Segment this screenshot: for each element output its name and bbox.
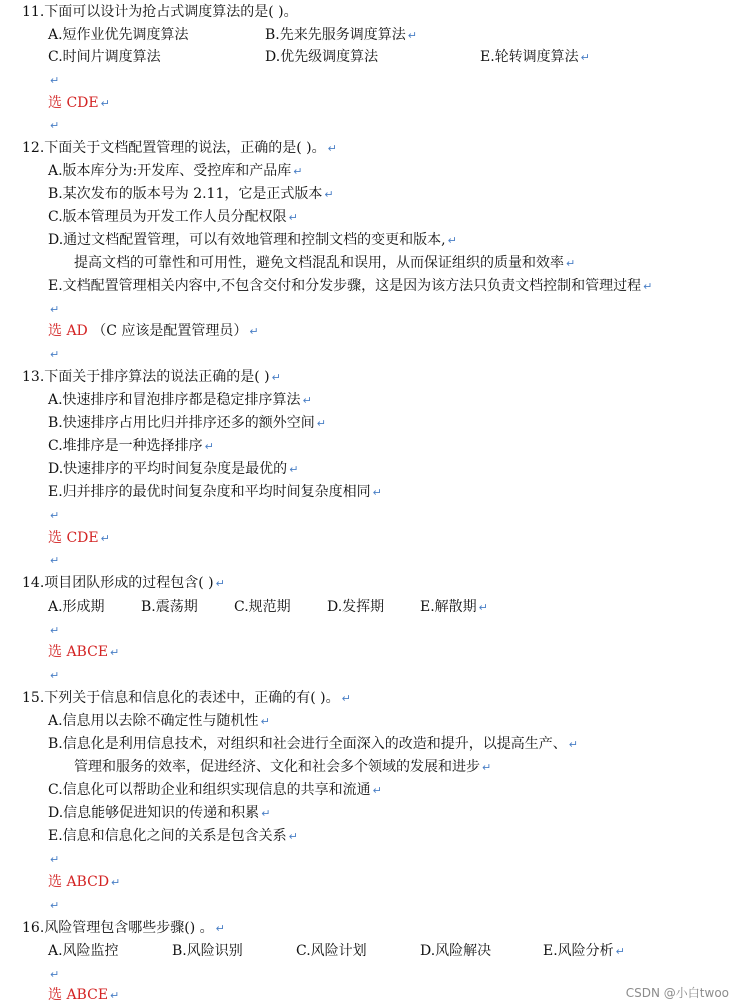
question-12-option-d: D.通过文档配置管理，可以有效地管理和控制文档的变更和版本, ↵	[48, 232, 457, 248]
option-c: C.时间片调度算法	[48, 49, 161, 65]
question-13-option-e: E.归并排序的最优时间复杂度和平均时间复杂度相同 ↵	[48, 484, 382, 500]
option-a: A.风险监控	[48, 943, 119, 959]
question-15-stem: 15.下列关于信息和信息化的表述中，正确的有( )。 ↵	[22, 690, 351, 706]
option-a: A.短作业优先调度算法	[48, 27, 189, 43]
option-d: D.优先级调度算法	[265, 49, 379, 65]
question-12-option-b: B.某次发布的版本号为 2.11，它是正式版本 ↵	[48, 186, 334, 202]
blank-line: ↵	[50, 899, 60, 912]
option-b: B.风险识别	[172, 943, 243, 959]
option-e: E.轮转调度算法 ↵	[480, 49, 590, 65]
question-14-stem: 14.项目团队形成的过程包含( ) ↵	[22, 575, 225, 591]
blank-line: ↵	[50, 968, 60, 981]
blank-line: ↵	[50, 119, 60, 132]
question-15-option-b-continued: 管理和服务的效率，促进经济、文化和社会多个领域的发展和进步 ↵	[74, 759, 492, 775]
question-14-answer: 选 ABCE ↵	[48, 644, 120, 660]
option-b: B.先来先服务调度算法 ↵	[265, 27, 417, 43]
blank-line: ↵	[50, 669, 60, 682]
question-12-option-e: E.文档配置管理相关内容中,不包含交付和分发步骤，这是因为该方法只负责文档控制和管理过程 ↵	[48, 278, 653, 294]
question-16-stem: 16.风险管理包含哪些步骤() 。 ↵	[22, 920, 225, 936]
blank-line: ↵	[50, 624, 60, 637]
blank-line: ↵	[50, 348, 60, 361]
blank-line: ↵	[50, 509, 60, 522]
question-12-option-d-continued: 提高文档的可靠性和可用性，避免文档混乱和误用，从而保证组织的质量和效率 ↵	[74, 255, 576, 271]
question-16-answer: 选 ABCE ↵	[48, 987, 120, 1003]
option-d: D.发挥期	[327, 599, 385, 615]
question-15-option-c: C.信息化可以帮助企业和组织实现信息的共享和流通 ↵	[48, 782, 382, 798]
question-15-option-a: A.信息用以去除不确定性与随机性 ↵	[48, 713, 270, 729]
question-15-option-b: B.信息化是利用信息技术，对组织和社会进行全面深入的改造和提升，以提高生产、 ↵	[48, 736, 578, 752]
question-15-answer: 选 ABCD ↵	[48, 874, 121, 890]
blank-line: ↵	[50, 554, 60, 567]
question-13-option-c: C.堆排序是一种选择排序 ↵	[48, 438, 214, 454]
option-c: C.风险计划	[296, 943, 367, 959]
watermark: CSDN @小白twoo	[625, 986, 729, 1000]
blank-line: ↵	[50, 303, 60, 316]
blank-line: ↵	[50, 74, 60, 87]
question-12-option-a: A.版本库分为:开发库、受控库和产品库 ↵	[48, 163, 303, 179]
question-15-option-e: E.信息和信息化之间的关系是包含关系 ↵	[48, 828, 298, 844]
return-mark: ↵	[407, 29, 417, 42]
option-d: D.风险解决	[420, 943, 492, 959]
blank-line: ↵	[50, 853, 60, 866]
question-13-answer: 选 CDE ↵	[48, 530, 110, 546]
option-c: C.规范期	[234, 599, 291, 615]
question-13-option-b: B.快速排序占用比归并排序还多的额外空间 ↵	[48, 415, 326, 431]
question-13-stem: 13.下面关于排序算法的说法正确的是( ) ↵	[22, 369, 281, 385]
option-b: B.震荡期	[141, 599, 198, 615]
option-a: A.形成期	[48, 599, 105, 615]
question-12-stem: 12.下面关于文档配置管理的说法，正确的是( )。 ↵	[22, 140, 337, 156]
answer-note: （C 应该是配置管理员）	[92, 323, 248, 339]
option-e: E.解散期 ↵	[420, 599, 488, 615]
question-11-answer: 选 CDE ↵	[48, 95, 110, 111]
question-11-stem: 11.下面可以设计为抢占式调度算法的是( )。	[22, 4, 298, 20]
question-12-answer: 选 AD （C 应该是配置管理员） ↵	[48, 323, 259, 339]
question-13-option-a: A.快速排序和冒泡排序都是稳定排序算法 ↵	[48, 392, 312, 408]
question-13-option-d: D.快速排序的平均时间复杂度是最优的 ↵	[48, 461, 299, 477]
question-12-option-c: C.版本管理员为开发工作人员分配权限 ↵	[48, 209, 298, 225]
question-15-option-d: D.信息能够促进知识的传递和积累 ↵	[48, 805, 271, 821]
option-e: E.风险分析 ↵	[543, 943, 625, 959]
